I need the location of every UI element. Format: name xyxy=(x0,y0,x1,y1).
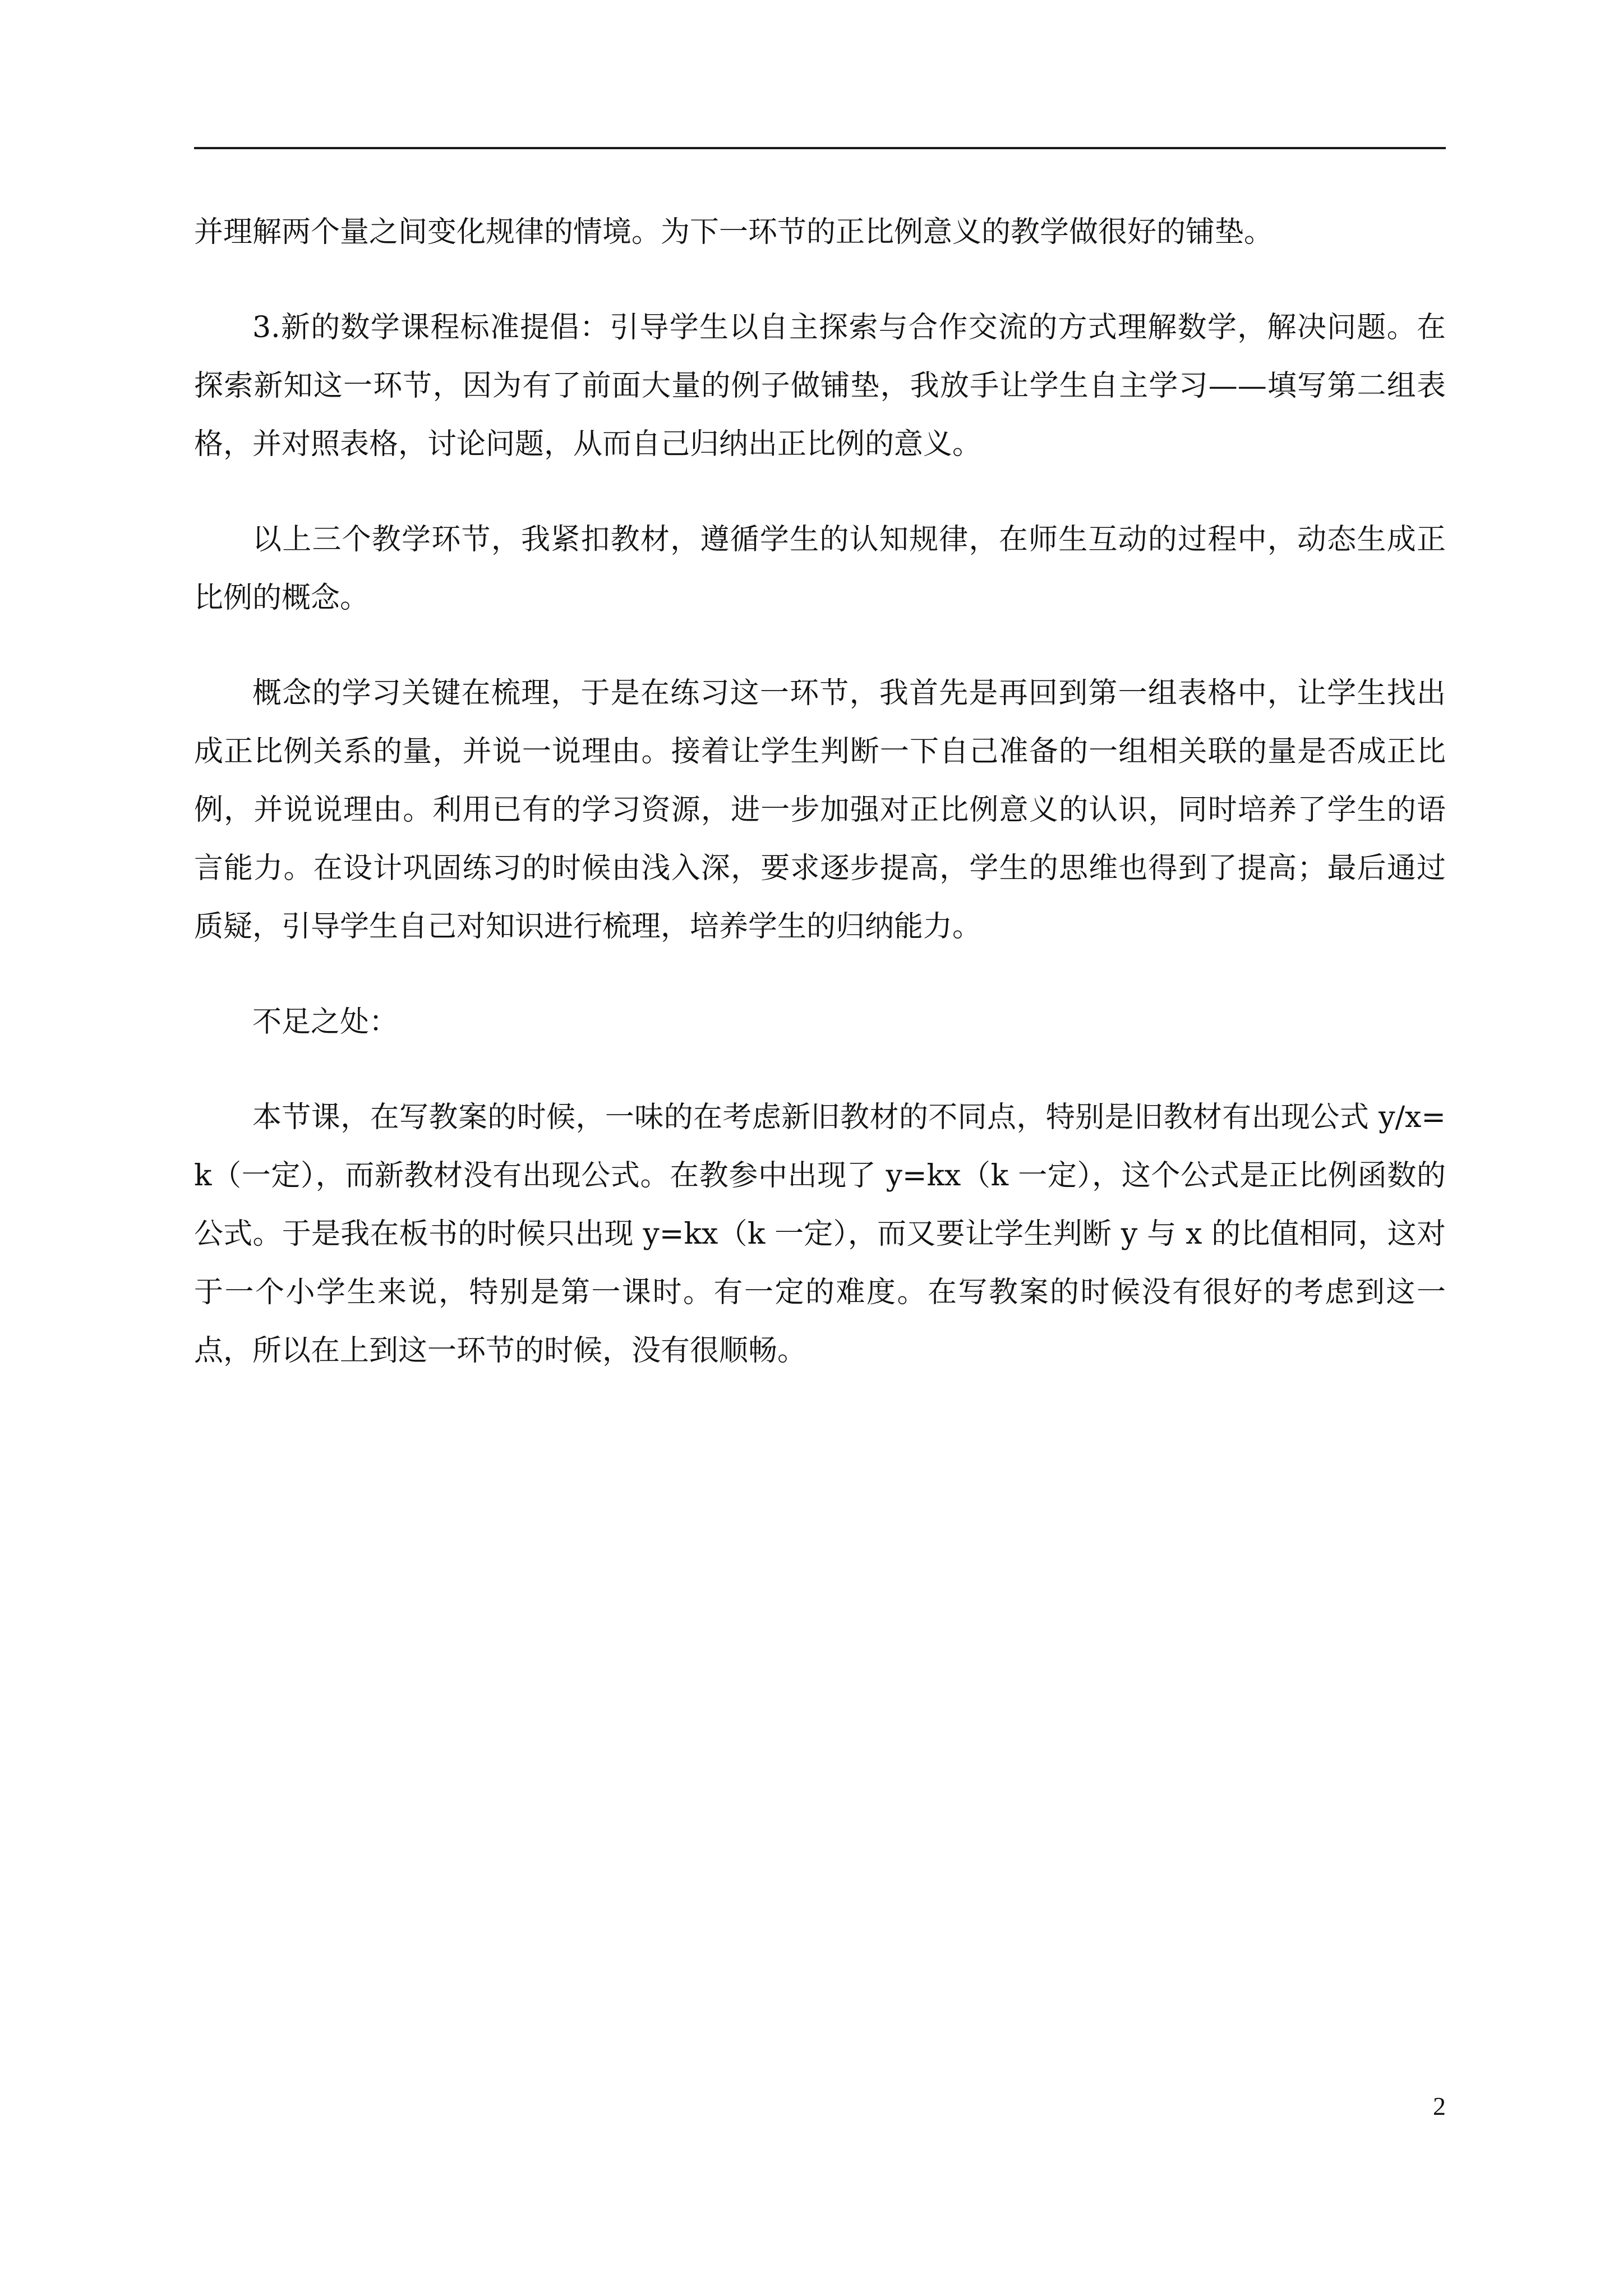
paragraph-shortcomings-detail: 本节课，在写教案的时候，一味的在考虑新旧教材的不同点，特别是旧教材有出现公式 y/x=k（一定），而新教材没有出现公式。在教参中出现了 y=kx（k 一定），这个公式是正比例函数的公式。于是我在板书的时候只出现 y=kx（k 一定），而又要让学生判断 y 与 x 的比值相同，这对于一个小学生来说，特别是第一课时。有一定的难度。在写教案的时候没有很好的考虑到这一点，所以在上到这一环节的时候，没有很顺畅。 xyxy=(194,1101,1446,1368)
document-body xyxy=(194,203,1446,1417)
paragraph-shortcomings-heading: 不足之处： xyxy=(252,1005,399,1039)
paragraph-curriculum-standard: 3.新的数学课程标准提倡：引导学生以自主探索与合作交流的方式理解数学，解决问题。在探索新知这一环节，因为有了前面大量的例子做铺垫，我放手让学生自主学习——填写第二组表格，并对照表格，讨论问题，从而自己归纳出正比例的意义。 xyxy=(194,311,1446,461)
paragraph-continuation: 并理解两个量之间变化规律的情境。为下一环节的正比例意义的教学做很好的铺垫。 xyxy=(194,215,1274,249)
page-number: 2 xyxy=(1433,2092,1446,2120)
header-rule xyxy=(194,147,1446,149)
paragraph-concept-practice: 概念的学习关键在梳理，于是在练习这一环节，我首先是再回到第一组表格中，让学生找出成正比例关系的量，并说一说理由。接着让学生判断一下自己准备的一组相关联的量是否成正比例，并说说理由。利用已有的学习资源，进一步加强对正比例意义的认识，同时培养了学生的语言能力。在设计巩固练习的时候由浅入深，要求逐步提高，学生的思维也得到了提高；最后通过质疑，引导学生自己对知识进行梳理，培养学生的归纳能力。 xyxy=(194,677,1446,944)
paragraph-three-teaching-steps: 以上三个教学环节，我紧扣教材，遵循学生的认知规律，在师生互动的过程中，动态生成正比例的概念。 xyxy=(194,523,1446,615)
